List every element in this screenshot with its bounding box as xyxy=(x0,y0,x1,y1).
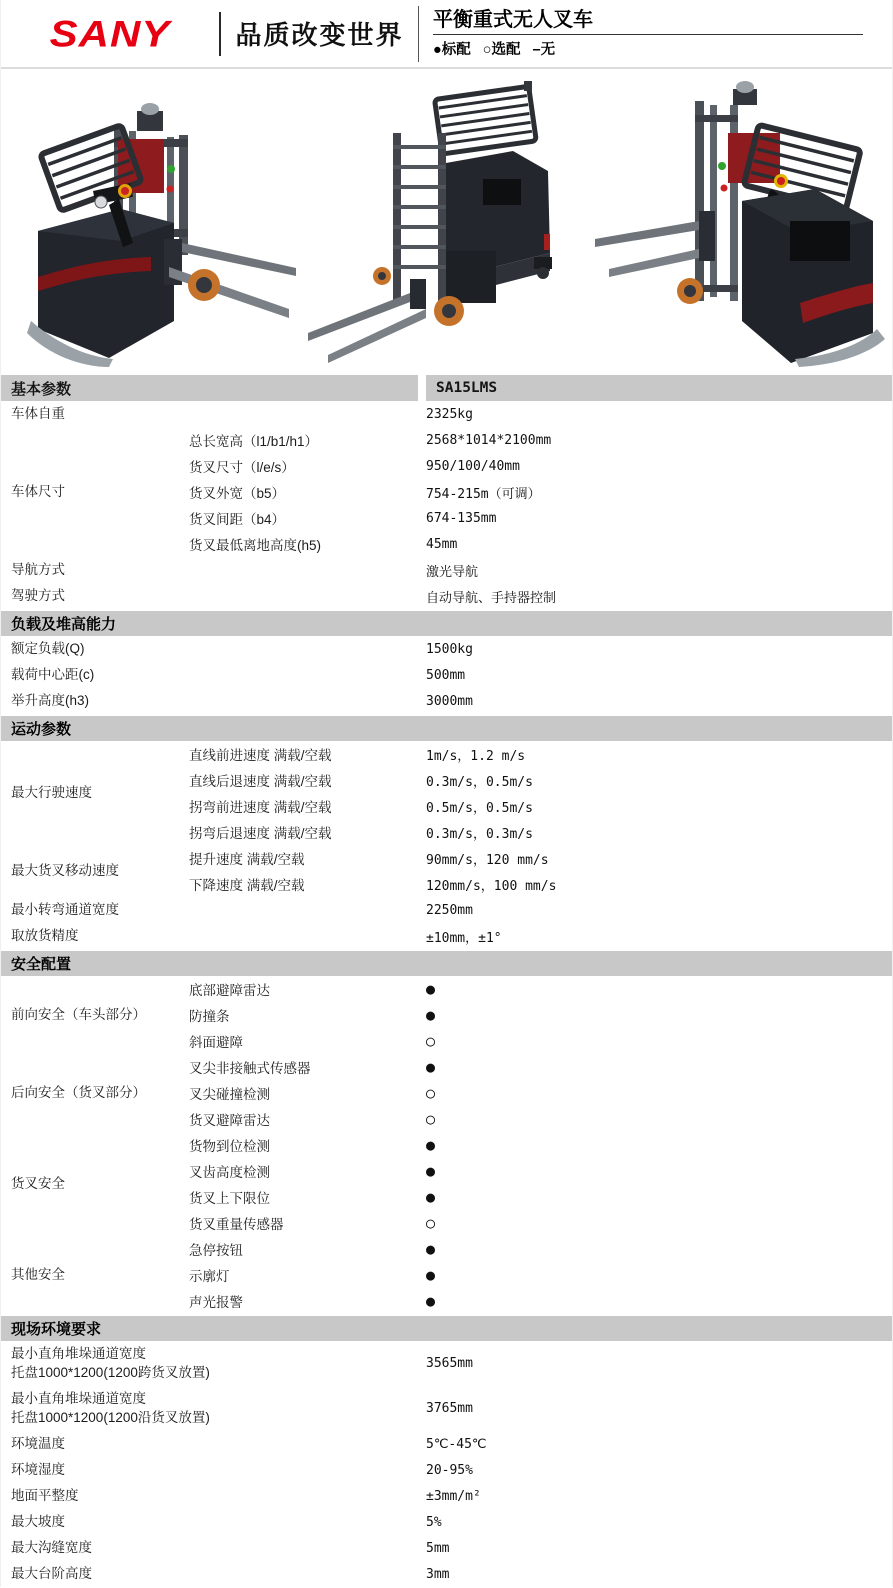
row-label: 直线前进速度 满载/空载 xyxy=(189,748,332,763)
row-label: 斜面避障 xyxy=(189,1035,243,1050)
section-header-safety xyxy=(1,951,892,976)
spec-row xyxy=(189,871,892,897)
row-label: 货物到位检测 xyxy=(189,1139,270,1154)
spec-group-fork-speed xyxy=(1,845,892,897)
spec-row xyxy=(189,636,892,662)
spec-group-load-center xyxy=(1,662,892,688)
spec-group-floor-flatness xyxy=(1,1483,892,1509)
section-title-safety: 安全配置 xyxy=(11,956,72,973)
row-label: 示廓灯 xyxy=(189,1269,230,1284)
page-header xyxy=(1,0,892,69)
spec-group-fork-safety xyxy=(1,1132,892,1236)
forklift-image-left xyxy=(1,69,298,372)
legend-item-standard: ●标配 xyxy=(433,42,471,58)
row-value: ±10mm，±1° xyxy=(426,930,502,946)
group-label: 最小转弯通道宽度 xyxy=(11,901,119,917)
spec-row xyxy=(189,1483,892,1509)
section-title-motion: 运动参数 xyxy=(11,721,72,738)
group-label-line2: 托盘1000*1200(1200沿货叉放置) xyxy=(11,1409,210,1425)
row-label: 货叉重量传感器 xyxy=(189,1217,284,1232)
group-label: 举升高度(h3) xyxy=(11,692,90,708)
group-label: 其他安全 xyxy=(11,1266,65,1282)
row-value: 90mm/s，120 mm/s xyxy=(426,852,549,868)
spec-row xyxy=(189,1210,892,1236)
spec-row xyxy=(189,767,892,793)
spec-row xyxy=(189,505,892,531)
row-value: ±3mm/m² xyxy=(426,1488,481,1504)
spec-row xyxy=(189,897,892,923)
row-value: 0.3m/s，0.3m/s xyxy=(426,826,533,842)
spec-row xyxy=(189,427,892,453)
spec-row xyxy=(189,1106,892,1132)
spec-group-deadweight xyxy=(1,401,892,427)
group-label: 最小直角堆垛通道宽度 xyxy=(11,1346,146,1362)
row-label: 货叉间距（b4） xyxy=(189,512,286,527)
row-label: 总长宽高（l1/b1/h1） xyxy=(189,434,319,449)
row-value: 0.3m/s，0.5m/s xyxy=(426,774,533,790)
spec-group-other-safety xyxy=(1,1236,892,1314)
group-label: 车体尺寸 xyxy=(11,483,65,499)
row-value: 2250mm xyxy=(426,902,473,918)
spec-group-max-slope xyxy=(1,1509,892,1535)
section-header-motion xyxy=(1,716,892,741)
spec-row xyxy=(189,1341,892,1386)
section-header-basic xyxy=(1,375,892,401)
row-value: 0.5m/s，0.5m/s xyxy=(426,800,533,816)
forklift-front-right-illustration xyxy=(595,71,892,371)
spec-group-rear-safety xyxy=(1,1054,892,1132)
row-label: 底部避障雷达 xyxy=(189,983,270,998)
legend-item-none: –无 xyxy=(532,42,556,58)
group-label: 最大行驶速度 xyxy=(11,784,92,800)
spec-group-lift-height xyxy=(1,688,892,714)
row-value: 5% xyxy=(426,1514,442,1530)
legend-item-optional: ○选配 xyxy=(482,42,521,58)
row-value: 3765mm xyxy=(426,1401,473,1416)
group-label: 地面平整度 xyxy=(11,1487,79,1503)
spec-row xyxy=(189,1457,892,1483)
row-label: 拐弯前进速度 满载/空载 xyxy=(189,800,332,815)
row-value: 1m/s，1.2 m/s xyxy=(426,748,526,764)
spec-row xyxy=(189,1431,892,1457)
sany-logo-text: SANY xyxy=(49,12,171,54)
spec-row xyxy=(189,1158,892,1184)
group-label: 最大沟缝宽度 xyxy=(11,1539,92,1555)
row-label: 直线后退速度 满载/空载 xyxy=(189,774,332,789)
forklift-image-right xyxy=(595,69,892,372)
spec-group-turning-width xyxy=(1,897,892,923)
spec-row xyxy=(189,1386,892,1431)
row-value: 120mm/s，100 mm/s xyxy=(426,878,557,894)
section-header-load xyxy=(1,611,892,636)
row-label: 叉尖碰撞检测 xyxy=(189,1087,270,1102)
group-label: 后向安全（货叉部分） xyxy=(11,1084,146,1100)
row-value: 自动导航、手持器控制 xyxy=(426,590,557,606)
row-value: 2325kg xyxy=(426,406,473,422)
spec-row xyxy=(189,741,892,767)
row-label: 货叉最低离地高度(h5) xyxy=(189,538,322,553)
row-label: 叉齿高度检测 xyxy=(189,1165,270,1180)
row-value: 5mm xyxy=(426,1540,450,1556)
spec-row xyxy=(189,1028,892,1054)
group-label: 货叉安全 xyxy=(11,1175,65,1191)
row-label: 提升速度 满载/空载 xyxy=(189,852,305,867)
spec-group-max-gap xyxy=(1,1535,892,1561)
row-value: 2568*1014*2100mm xyxy=(426,432,552,448)
spec-row xyxy=(189,1262,892,1288)
row-value: 950/100/40mm xyxy=(426,458,520,474)
spec-table xyxy=(1,375,892,1587)
group-label: 前向安全（车头部分） xyxy=(11,1006,146,1022)
spec-row xyxy=(189,453,892,479)
row-label: 货叉外宽（b5） xyxy=(189,486,286,501)
spec-group-navigation xyxy=(1,557,892,583)
row-value: 20-95% xyxy=(426,1462,473,1478)
row-label: 声光报警 xyxy=(189,1295,243,1310)
row-value: 754-215m（可调） xyxy=(426,486,541,502)
spec-row xyxy=(189,1236,892,1262)
section-title-environment: 现场环境要求 xyxy=(11,1321,102,1338)
row-value: 3000mm xyxy=(426,693,473,709)
spec-row xyxy=(189,1184,892,1210)
group-label: 环境温度 xyxy=(11,1435,65,1451)
spec-row xyxy=(189,1288,892,1314)
group-label: 驾驶方式 xyxy=(11,587,65,603)
row-value: 3565mm xyxy=(426,1356,473,1371)
group-label-line2: 托盘1000*1200(1200跨货叉放置) xyxy=(11,1364,210,1380)
group-label: 最大坡度 xyxy=(11,1513,65,1529)
group-label: 最小直角堆垛通道宽度 xyxy=(11,1391,146,1407)
config-dot: ● xyxy=(426,1005,436,1024)
group-label: 载荷中心距(c) xyxy=(11,666,95,682)
row-value: 5℃-45℃ xyxy=(426,1436,487,1452)
spec-group-aisle-along xyxy=(1,1386,892,1431)
section-header-environment xyxy=(1,1316,892,1341)
spec-group-driving-mode xyxy=(1,583,892,609)
spec-row xyxy=(189,688,892,714)
spec-row xyxy=(189,1080,892,1106)
brand-slogan: 品质改变世界 xyxy=(235,20,404,50)
forklift-rear-left-illustration xyxy=(298,71,595,371)
spec-row xyxy=(189,662,892,688)
row-label: 拐弯后退速度 满载/空载 xyxy=(189,826,332,841)
spec-group-front-safety xyxy=(1,976,892,1054)
row-value: 45mm xyxy=(426,536,458,552)
forklift-front-left-illustration xyxy=(1,71,298,371)
section-title-basic: 基本参数 xyxy=(1,375,418,401)
model-name: SA15LMS xyxy=(426,375,892,401)
config-dot: ● xyxy=(426,1265,436,1284)
config-dot: ● xyxy=(426,979,436,998)
row-label: 急停按钮 xyxy=(189,1243,243,1258)
spec-group-temperature xyxy=(1,1431,892,1457)
config-dot: ● xyxy=(426,1239,436,1258)
row-label: 货叉避障雷达 xyxy=(189,1113,270,1128)
group-label: 导航方式 xyxy=(11,561,65,577)
spec-group-max-step xyxy=(1,1561,892,1587)
spec-group-pick-accuracy xyxy=(1,923,892,949)
header-cell-gap xyxy=(418,375,426,401)
spec-row xyxy=(189,1561,892,1587)
group-label: 额定负载(Q) xyxy=(11,640,85,656)
spec-row xyxy=(189,1054,892,1080)
row-label: 货叉上下限位 xyxy=(189,1191,270,1206)
spec-row xyxy=(189,1535,892,1561)
config-dot: ● xyxy=(426,1135,436,1154)
group-label: 最大台阶高度 xyxy=(11,1565,92,1581)
group-label: 最大货叉移动速度 xyxy=(11,862,119,878)
spec-row xyxy=(189,583,892,609)
config-dot: ● xyxy=(426,1291,436,1310)
row-value: 500mm xyxy=(426,667,466,683)
config-dot: ○ xyxy=(426,1109,436,1128)
group-label: 取放货精度 xyxy=(11,927,79,943)
spec-group-humidity xyxy=(1,1457,892,1483)
spec-group-travel-speed xyxy=(1,741,892,845)
spec-row xyxy=(189,923,892,949)
spec-group-rated-load xyxy=(1,636,892,662)
config-dot: ○ xyxy=(426,1213,436,1232)
product-images xyxy=(1,69,892,372)
config-dot: ○ xyxy=(426,1031,436,1050)
brand-slogan-box xyxy=(221,15,418,52)
spec-row xyxy=(189,557,892,583)
section-title-load: 负载及堆高能力 xyxy=(11,616,117,633)
config-dot: ○ xyxy=(426,1083,436,1102)
row-value: 3mm xyxy=(426,1566,450,1582)
row-label: 防撞条 xyxy=(189,1009,230,1024)
legend xyxy=(433,38,892,59)
spec-row xyxy=(189,976,892,1002)
spec-row xyxy=(189,401,892,427)
group-label: 车体自重 xyxy=(11,405,65,421)
forklift-image-middle xyxy=(298,69,595,372)
spec-row xyxy=(189,1509,892,1535)
product-title-block xyxy=(419,8,892,59)
config-dot: ● xyxy=(426,1161,436,1180)
title-underline xyxy=(433,34,863,35)
product-title: 平衡重式无人叉车 xyxy=(433,9,593,31)
spec-group-body-size xyxy=(1,427,892,557)
spec-row xyxy=(189,793,892,819)
row-value: 激光导航 xyxy=(426,564,479,580)
row-label: 叉尖非接触式传感器 xyxy=(189,1061,311,1076)
group-label: 环境湿度 xyxy=(11,1461,65,1477)
row-value: 1500kg xyxy=(426,641,473,657)
sany-logo xyxy=(1,13,219,55)
spec-row xyxy=(189,819,892,845)
row-value: 674-135mm xyxy=(426,510,497,526)
spec-row xyxy=(189,1132,892,1158)
spec-group-aisle-across xyxy=(1,1341,892,1386)
spec-row xyxy=(189,845,892,871)
spec-row xyxy=(189,479,892,505)
spec-row xyxy=(189,531,892,557)
spec-row xyxy=(189,1002,892,1028)
row-label: 货叉尺寸（l/e/s） xyxy=(189,460,295,475)
config-dot: ● xyxy=(426,1057,436,1076)
config-dot: ● xyxy=(426,1187,436,1206)
row-label: 下降速度 满载/空载 xyxy=(189,878,305,893)
